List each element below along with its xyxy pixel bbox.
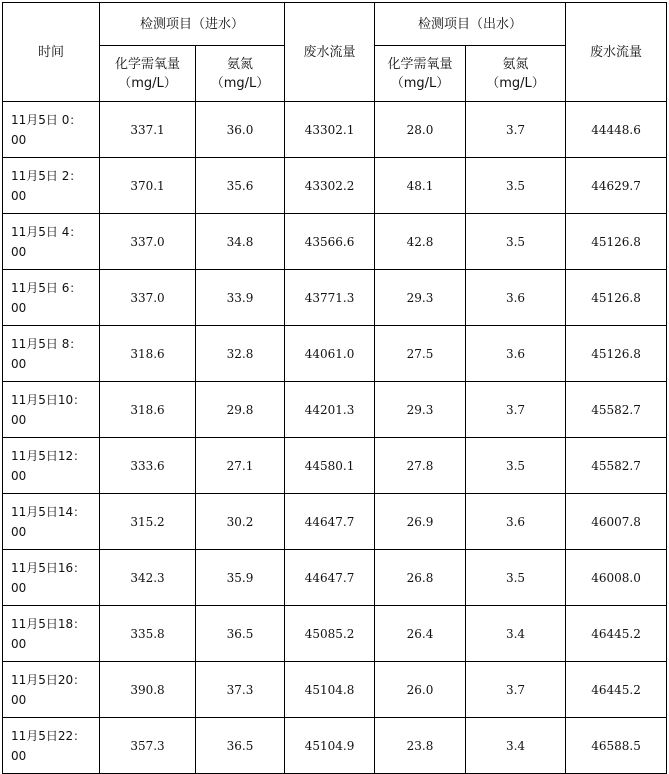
time-cell <box>3 102 100 158</box>
time-cell <box>3 158 100 214</box>
cell-in-nh3: 29.8 <box>196 382 285 438</box>
time-cell <box>3 326 100 382</box>
time-cell-line2: 00 <box>11 356 27 371</box>
header-inlet-cod-unit: （mg/L） <box>118 75 177 91</box>
time-cell-line1: 11月5日16： <box>11 560 86 575</box>
time-cell <box>3 382 100 438</box>
monitoring-table <box>2 2 667 774</box>
cell-out-flow: 45582.7 <box>566 382 667 438</box>
cell-in-flow: 45085.2 <box>285 606 375 662</box>
header-inlet-nh3-name: 氨氮 <box>227 56 254 72</box>
table-row <box>3 662 667 718</box>
cell-in-nh3: 35.9 <box>196 550 285 606</box>
header-outlet-group: 检测项目（出水） <box>375 3 566 46</box>
time-cell-line2: 00 <box>11 636 27 651</box>
time-cell <box>3 438 100 494</box>
time-cell-line1: 11月5日10： <box>11 392 86 407</box>
time-cell-line1: 11月5日18： <box>11 616 86 631</box>
cell-out-nh3: 3.6 <box>466 326 566 382</box>
cell-in-cod: 337.1 <box>100 102 196 158</box>
cell-in-cod: 337.0 <box>100 270 196 326</box>
header-outlet-nh3 <box>466 46 566 102</box>
cell-in-cod: 390.8 <box>100 662 196 718</box>
time-cell-line2: 00 <box>11 692 27 707</box>
cell-out-flow: 45126.8 <box>566 326 667 382</box>
cell-out-cod: 26.9 <box>375 494 466 550</box>
time-cell <box>3 662 100 718</box>
cell-in-flow: 45104.8 <box>285 662 375 718</box>
header-inlet-group: 检测项目（进水） <box>100 3 285 46</box>
cell-in-nh3: 36.5 <box>196 718 285 774</box>
time-cell <box>3 270 100 326</box>
table-row <box>3 494 667 550</box>
cell-in-cod: 318.6 <box>100 326 196 382</box>
table-row <box>3 326 667 382</box>
cell-in-nh3: 37.3 <box>196 662 285 718</box>
table-row <box>3 102 667 158</box>
header-outlet-cod-unit: （mg/L） <box>390 75 450 91</box>
table-row <box>3 550 667 606</box>
cell-out-nh3: 3.6 <box>466 270 566 326</box>
cell-in-nh3: 27.1 <box>196 438 285 494</box>
cell-out-cod: 28.0 <box>375 102 466 158</box>
header-outlet-cod-name: 化学需氧量 <box>387 56 453 72</box>
cell-out-nh3: 3.4 <box>466 606 566 662</box>
time-cell-line1: 11月5日20： <box>11 672 86 687</box>
cell-in-nh3: 36.0 <box>196 102 285 158</box>
cell-out-flow: 45126.8 <box>566 270 667 326</box>
cell-out-cod: 29.3 <box>375 382 466 438</box>
cell-in-flow: 44647.7 <box>285 494 375 550</box>
time-cell-line2: 00 <box>11 132 27 147</box>
cell-out-nh3: 3.5 <box>466 158 566 214</box>
cell-in-cod: 318.6 <box>100 382 196 438</box>
cell-out-flow: 46008.0 <box>566 550 667 606</box>
cell-out-cod: 29.3 <box>375 270 466 326</box>
cell-out-cod: 27.8 <box>375 438 466 494</box>
table-row <box>3 606 667 662</box>
cell-out-nh3: 3.7 <box>466 662 566 718</box>
cell-in-flow: 43771.3 <box>285 270 375 326</box>
cell-in-flow: 43302.1 <box>285 102 375 158</box>
time-cell <box>3 550 100 606</box>
cell-in-nh3: 34.8 <box>196 214 285 270</box>
cell-in-flow: 44061.0 <box>285 326 375 382</box>
time-cell-line2: 00 <box>11 580 27 595</box>
cell-out-cod: 26.8 <box>375 550 466 606</box>
cell-in-nh3: 33.9 <box>196 270 285 326</box>
cell-out-flow: 46588.5 <box>566 718 667 774</box>
time-cell-line1: 11月5日12： <box>11 448 86 463</box>
cell-out-nh3: 3.5 <box>466 214 566 270</box>
table-row <box>3 438 667 494</box>
header-inlet-cod-name: 化学需氧量 <box>114 56 180 72</box>
cell-in-cod: 315.2 <box>100 494 196 550</box>
time-cell-line1: 11月5日14： <box>11 504 86 519</box>
time-cell-line1: 11月5日22： <box>11 728 86 743</box>
header-inlet-cod <box>100 46 196 102</box>
time-cell-line2: 00 <box>11 300 27 315</box>
cell-in-nh3: 35.6 <box>196 158 285 214</box>
cell-out-flow: 44629.7 <box>566 158 667 214</box>
cell-in-cod: 370.1 <box>100 158 196 214</box>
time-cell <box>3 606 100 662</box>
cell-out-flow: 45126.8 <box>566 214 667 270</box>
cell-out-flow: 46445.2 <box>566 662 667 718</box>
time-cell-line2: 00 <box>11 188 27 203</box>
cell-in-cod: 357.3 <box>100 718 196 774</box>
cell-out-flow: 46445.2 <box>566 606 667 662</box>
cell-out-flow: 44448.6 <box>566 102 667 158</box>
header-outlet-nh3-name: 氨氮 <box>502 56 529 72</box>
cell-out-cod: 48.1 <box>375 158 466 214</box>
table-row <box>3 158 667 214</box>
cell-in-flow: 44201.3 <box>285 382 375 438</box>
cell-in-flow: 43566.6 <box>285 214 375 270</box>
cell-in-cod: 333.6 <box>100 438 196 494</box>
time-cell <box>3 494 100 550</box>
cell-in-cod: 342.3 <box>100 550 196 606</box>
table-row <box>3 214 667 270</box>
time-cell-line1: 11月5日 6： <box>11 280 82 295</box>
time-cell <box>3 214 100 270</box>
header-outlet-nh3-unit: （mg/L） <box>486 75 545 91</box>
cell-in-flow: 44580.1 <box>285 438 375 494</box>
time-cell-line1: 11月5日 4： <box>11 224 82 239</box>
cell-out-cod: 42.8 <box>375 214 466 270</box>
header-inlet-nh3-unit: （mg/L） <box>210 75 270 91</box>
table-row <box>3 270 667 326</box>
header-time: 时间 <box>3 3 100 102</box>
cell-in-nh3: 36.5 <box>196 606 285 662</box>
table-row <box>3 382 667 438</box>
cell-out-cod: 27.5 <box>375 326 466 382</box>
header-outlet-flow: 废水流量 <box>566 3 667 102</box>
time-cell-line1: 11月5日 2： <box>11 168 82 183</box>
table-row <box>3 718 667 774</box>
time-cell-line2: 00 <box>11 412 27 427</box>
cell-in-cod: 335.8 <box>100 606 196 662</box>
header-outlet-cod <box>375 46 466 102</box>
cell-out-nh3: 3.5 <box>466 438 566 494</box>
cell-in-nh3: 32.8 <box>196 326 285 382</box>
cell-out-nh3: 3.7 <box>466 382 566 438</box>
time-cell-line2: 00 <box>11 748 27 763</box>
time-cell-line2: 00 <box>11 244 27 259</box>
cell-out-nh3: 3.4 <box>466 718 566 774</box>
cell-out-cod: 26.0 <box>375 662 466 718</box>
header-inlet-flow: 废水流量 <box>285 3 375 102</box>
cell-out-flow: 45582.7 <box>566 438 667 494</box>
cell-out-cod: 26.4 <box>375 606 466 662</box>
header-inlet-nh3 <box>196 46 285 102</box>
cell-out-cod: 23.8 <box>375 718 466 774</box>
cell-in-flow: 45104.9 <box>285 718 375 774</box>
cell-out-nh3: 3.7 <box>466 102 566 158</box>
time-cell <box>3 718 100 774</box>
time-cell-line1: 11月5日 8： <box>11 336 82 351</box>
cell-in-flow: 43302.2 <box>285 158 375 214</box>
time-cell-line2: 00 <box>11 524 27 539</box>
time-cell-line2: 00 <box>11 468 27 483</box>
cell-out-flow: 46007.8 <box>566 494 667 550</box>
cell-out-nh3: 3.5 <box>466 550 566 606</box>
time-cell-line1: 11月5日 0： <box>11 112 82 127</box>
cell-out-nh3: 3.6 <box>466 494 566 550</box>
cell-in-nh3: 30.2 <box>196 494 285 550</box>
header-row-1 <box>3 3 667 46</box>
cell-in-flow: 44647.7 <box>285 550 375 606</box>
cell-in-cod: 337.0 <box>100 214 196 270</box>
